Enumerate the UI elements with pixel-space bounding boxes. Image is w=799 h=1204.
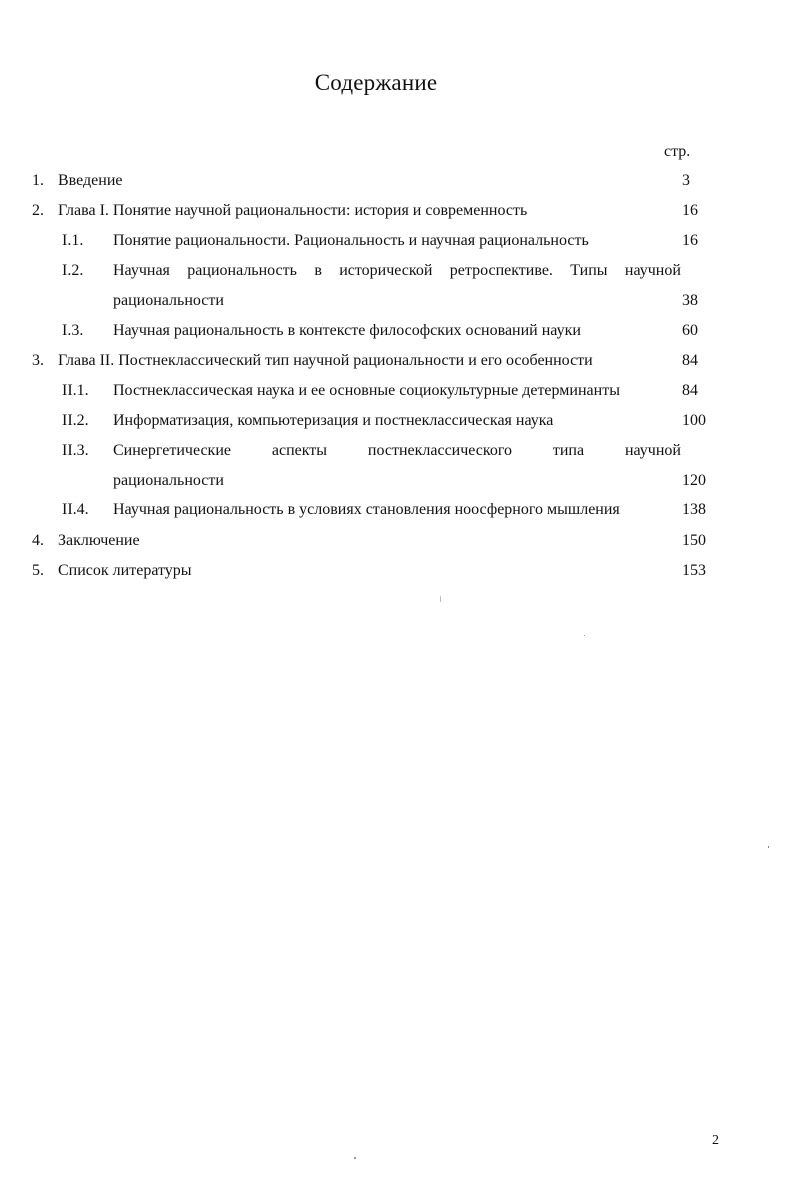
toc-title: Информатизация, компьютеризация и постнеклассическая наука	[113, 412, 554, 429]
toc-page: 16	[682, 232, 698, 249]
toc-title: Глава I. Понятие научной рациональности: история и современность	[58, 202, 528, 219]
page-title: Содержание	[314, 70, 438, 95]
toc-page: 60	[682, 322, 698, 339]
toc-page: 100	[682, 412, 706, 429]
toc-title: Список литературы	[58, 562, 192, 579]
toc-page: 16	[682, 202, 698, 219]
toc-title: Постнеклассическая наука и ее основные социокультурные детерминанты	[113, 382, 620, 399]
toc-title: Введение	[58, 172, 123, 189]
toc-number: 5.	[32, 562, 44, 579]
toc-page: 138	[682, 501, 706, 518]
toc-word: Синергетические	[113, 442, 231, 459]
toc-number: II.2.	[62, 412, 89, 429]
toc-title: Понятие рациональности. Рациональность и научная рациональность	[113, 232, 589, 249]
toc-title-line-1	[113, 441, 681, 461]
toc-word: типа	[552, 442, 585, 459]
toc-title: Научная рациональность в условиях становления ноосферного мышления	[113, 501, 620, 518]
toc-page: 150	[682, 532, 706, 549]
toc-number: I.3.	[62, 322, 84, 339]
toc-word: в	[314, 262, 322, 279]
toc-page: 84	[682, 382, 698, 399]
toc-title-line-1	[113, 261, 681, 281]
toc-word: Научная	[113, 262, 170, 279]
toc-title: Глава II. Постнеклассический тип научной рациональности и его особенности	[58, 352, 593, 369]
page-number: 2	[712, 1133, 719, 1148]
scan-speck	[768, 846, 769, 848]
toc-word: научной	[624, 442, 681, 459]
toc-word: Типы	[570, 262, 608, 279]
toc-title: Научная рациональность в контексте философских оснований науки	[113, 322, 581, 339]
toc-title-line-2: рациональности	[113, 292, 224, 309]
toc-word: научной	[624, 262, 681, 279]
toc-word: постнеклассического	[367, 442, 513, 459]
toc-number: II.3.	[62, 442, 89, 459]
toc-page: 153	[682, 562, 706, 579]
toc-number: 1.	[32, 172, 44, 189]
toc-number: 3.	[32, 352, 44, 369]
toc-word: исторической	[339, 262, 433, 279]
toc-page: 84	[682, 352, 698, 369]
toc-number: 2.	[32, 202, 44, 219]
toc-title-line-2: рациональности	[113, 472, 224, 489]
toc-word: рациональность	[187, 262, 297, 279]
toc-word: ретроспективе.	[449, 262, 553, 279]
scan-speck	[354, 1157, 356, 1159]
toc-number: I.1.	[62, 232, 84, 249]
toc-page: 120	[682, 472, 706, 489]
scan-speck	[440, 596, 441, 602]
toc-title: Заключение	[58, 532, 140, 549]
toc-word: аспекты	[271, 442, 328, 459]
toc-page: 38	[682, 292, 698, 309]
toc-number: II.4.	[62, 501, 89, 518]
toc-number: I.2.	[62, 262, 84, 279]
toc-number: 4.	[32, 532, 44, 549]
scan-speck	[584, 635, 585, 636]
page-column-label: стр.	[664, 143, 691, 160]
toc-page: 3	[682, 172, 690, 189]
toc-number: II.1.	[62, 382, 89, 399]
